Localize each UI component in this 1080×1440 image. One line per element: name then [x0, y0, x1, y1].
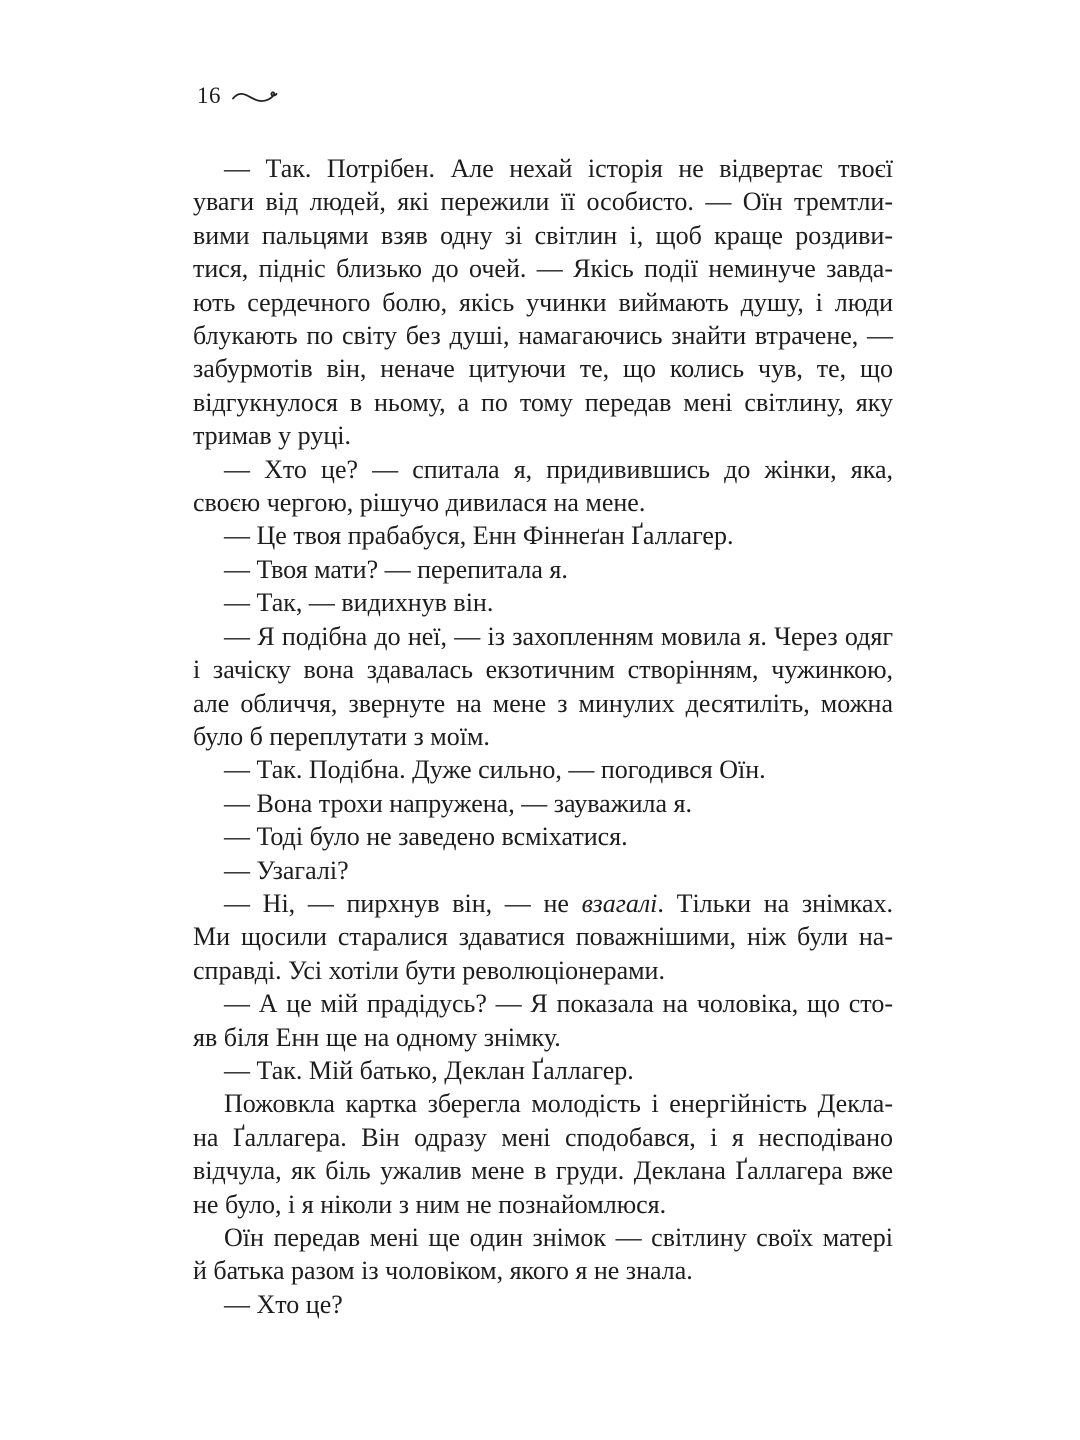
text-line: Ми щосили старалися здаватися поважнішими, ніж були на- [193, 922, 893, 952]
text-line: — Ні, — пирхнув він, — не взагалі. Тільки на знімках. [224, 888, 894, 918]
text-line: забурмотів він, неначе цитуючи те, що колись чув, те, що [193, 354, 893, 384]
text-line: — Тоді було не заведено всміхатися. [224, 822, 628, 852]
text-line: — А це мій прадідусь? — Я показала на чоловіка, що сто- [224, 989, 893, 1019]
paragraph [193, 987, 893, 1054]
paragraph [193, 1054, 893, 1087]
text-line: тися, підніс близько до очей. — Якісь події неминуче завда- [193, 254, 893, 284]
text-line: відгукнулося в ньому, а по тому передав мені світлину, яку [193, 387, 893, 417]
paragraph [193, 586, 893, 619]
page-text [193, 152, 893, 1321]
text-line: — Так, — видихнув він. [224, 588, 494, 618]
text-line: — Хто це? [224, 1289, 343, 1319]
page-number: 16 [197, 83, 221, 108]
paragraph [193, 553, 893, 586]
text-line: і зачіску вона здавалась екзотичним створінням, чужинкою, [193, 655, 893, 685]
text-line: — Узагалі? [224, 855, 349, 885]
text-line: Оїн передав мені ще один знімок — світлину своїх матері [224, 1223, 893, 1252]
text-line: уваги від людей, які пережили її особисто. — Оїн тремтли- [193, 187, 893, 217]
page-header [197, 84, 278, 107]
text-line: — Це твоя прабабуся, Енн Фіннеґан Ґаллагер. [224, 521, 734, 551]
text-line: ють сердечного болю, якісь учинки виймають душу, і люди [193, 287, 893, 317]
paragraph [193, 820, 893, 853]
text-line: на Ґаллагера. Він одразу мені сподобався, і я несподівано [193, 1122, 893, 1152]
text-line: й батька разом із чоловіком, якого я не знала. [193, 1256, 693, 1286]
text-line: — Так. Мій батько, Деклан Ґаллагер. [224, 1055, 634, 1085]
text-line: — Так. Потрібен. Але нехай історія не відвертає твоєї [224, 154, 893, 183]
text-line: але обличчя, звернуте на мене з минулих десятиліть, можна [193, 688, 893, 718]
paragraph [193, 519, 893, 552]
text-line: Пожовкла картка зберегла молодість і енергійність Декла- [224, 1089, 893, 1119]
paragraph [193, 854, 893, 887]
text-line: тримав у руці. [193, 421, 351, 451]
paragraph [193, 453, 893, 520]
text-line: — Твоя мати? — перепитала я. [224, 554, 568, 584]
text-line: яв біля Енн ще на одному знімку. [193, 1022, 561, 1052]
text-line: вими пальцями взяв одну зі світлин і, щоб краще роздиви- [193, 220, 893, 250]
text-line: — Вона трохи напружена, — зауважила я. [224, 788, 693, 818]
text-line: — Хто це? — спитала я, придивившись до жінки, яка, [224, 454, 893, 484]
paragraph [193, 1221, 893, 1288]
text-line: справді. Усі хотіли бути революціонерами. [193, 955, 665, 985]
text-line: своєю чергою, рішучо дивилася на мене. [193, 488, 646, 518]
paragraph [193, 1288, 893, 1321]
paragraph [193, 152, 893, 453]
paragraph [193, 620, 893, 754]
swash-tilde-icon [232, 90, 278, 105]
paragraph [193, 753, 893, 786]
paragraph [193, 1087, 893, 1221]
text-line: не було, і я ніколи з ним не познайомлюся. [193, 1189, 667, 1219]
text-line: блукають по світу без душі, намагаючись знайти втрачене, — [193, 321, 893, 351]
text-line: — Так. Подібна. Дуже сильно, — погодився Оїн. [224, 755, 766, 785]
text-line: — Я подібна до неї, — із захопленням мовила я. Через одяг [224, 621, 893, 651]
paragraph [193, 787, 893, 820]
text-line: відчула, як біль ужалив мене в груди. Деклана Ґаллагера вже [193, 1156, 893, 1186]
text-line: було б переплутати з моїм. [193, 721, 490, 751]
paragraph [193, 887, 893, 987]
